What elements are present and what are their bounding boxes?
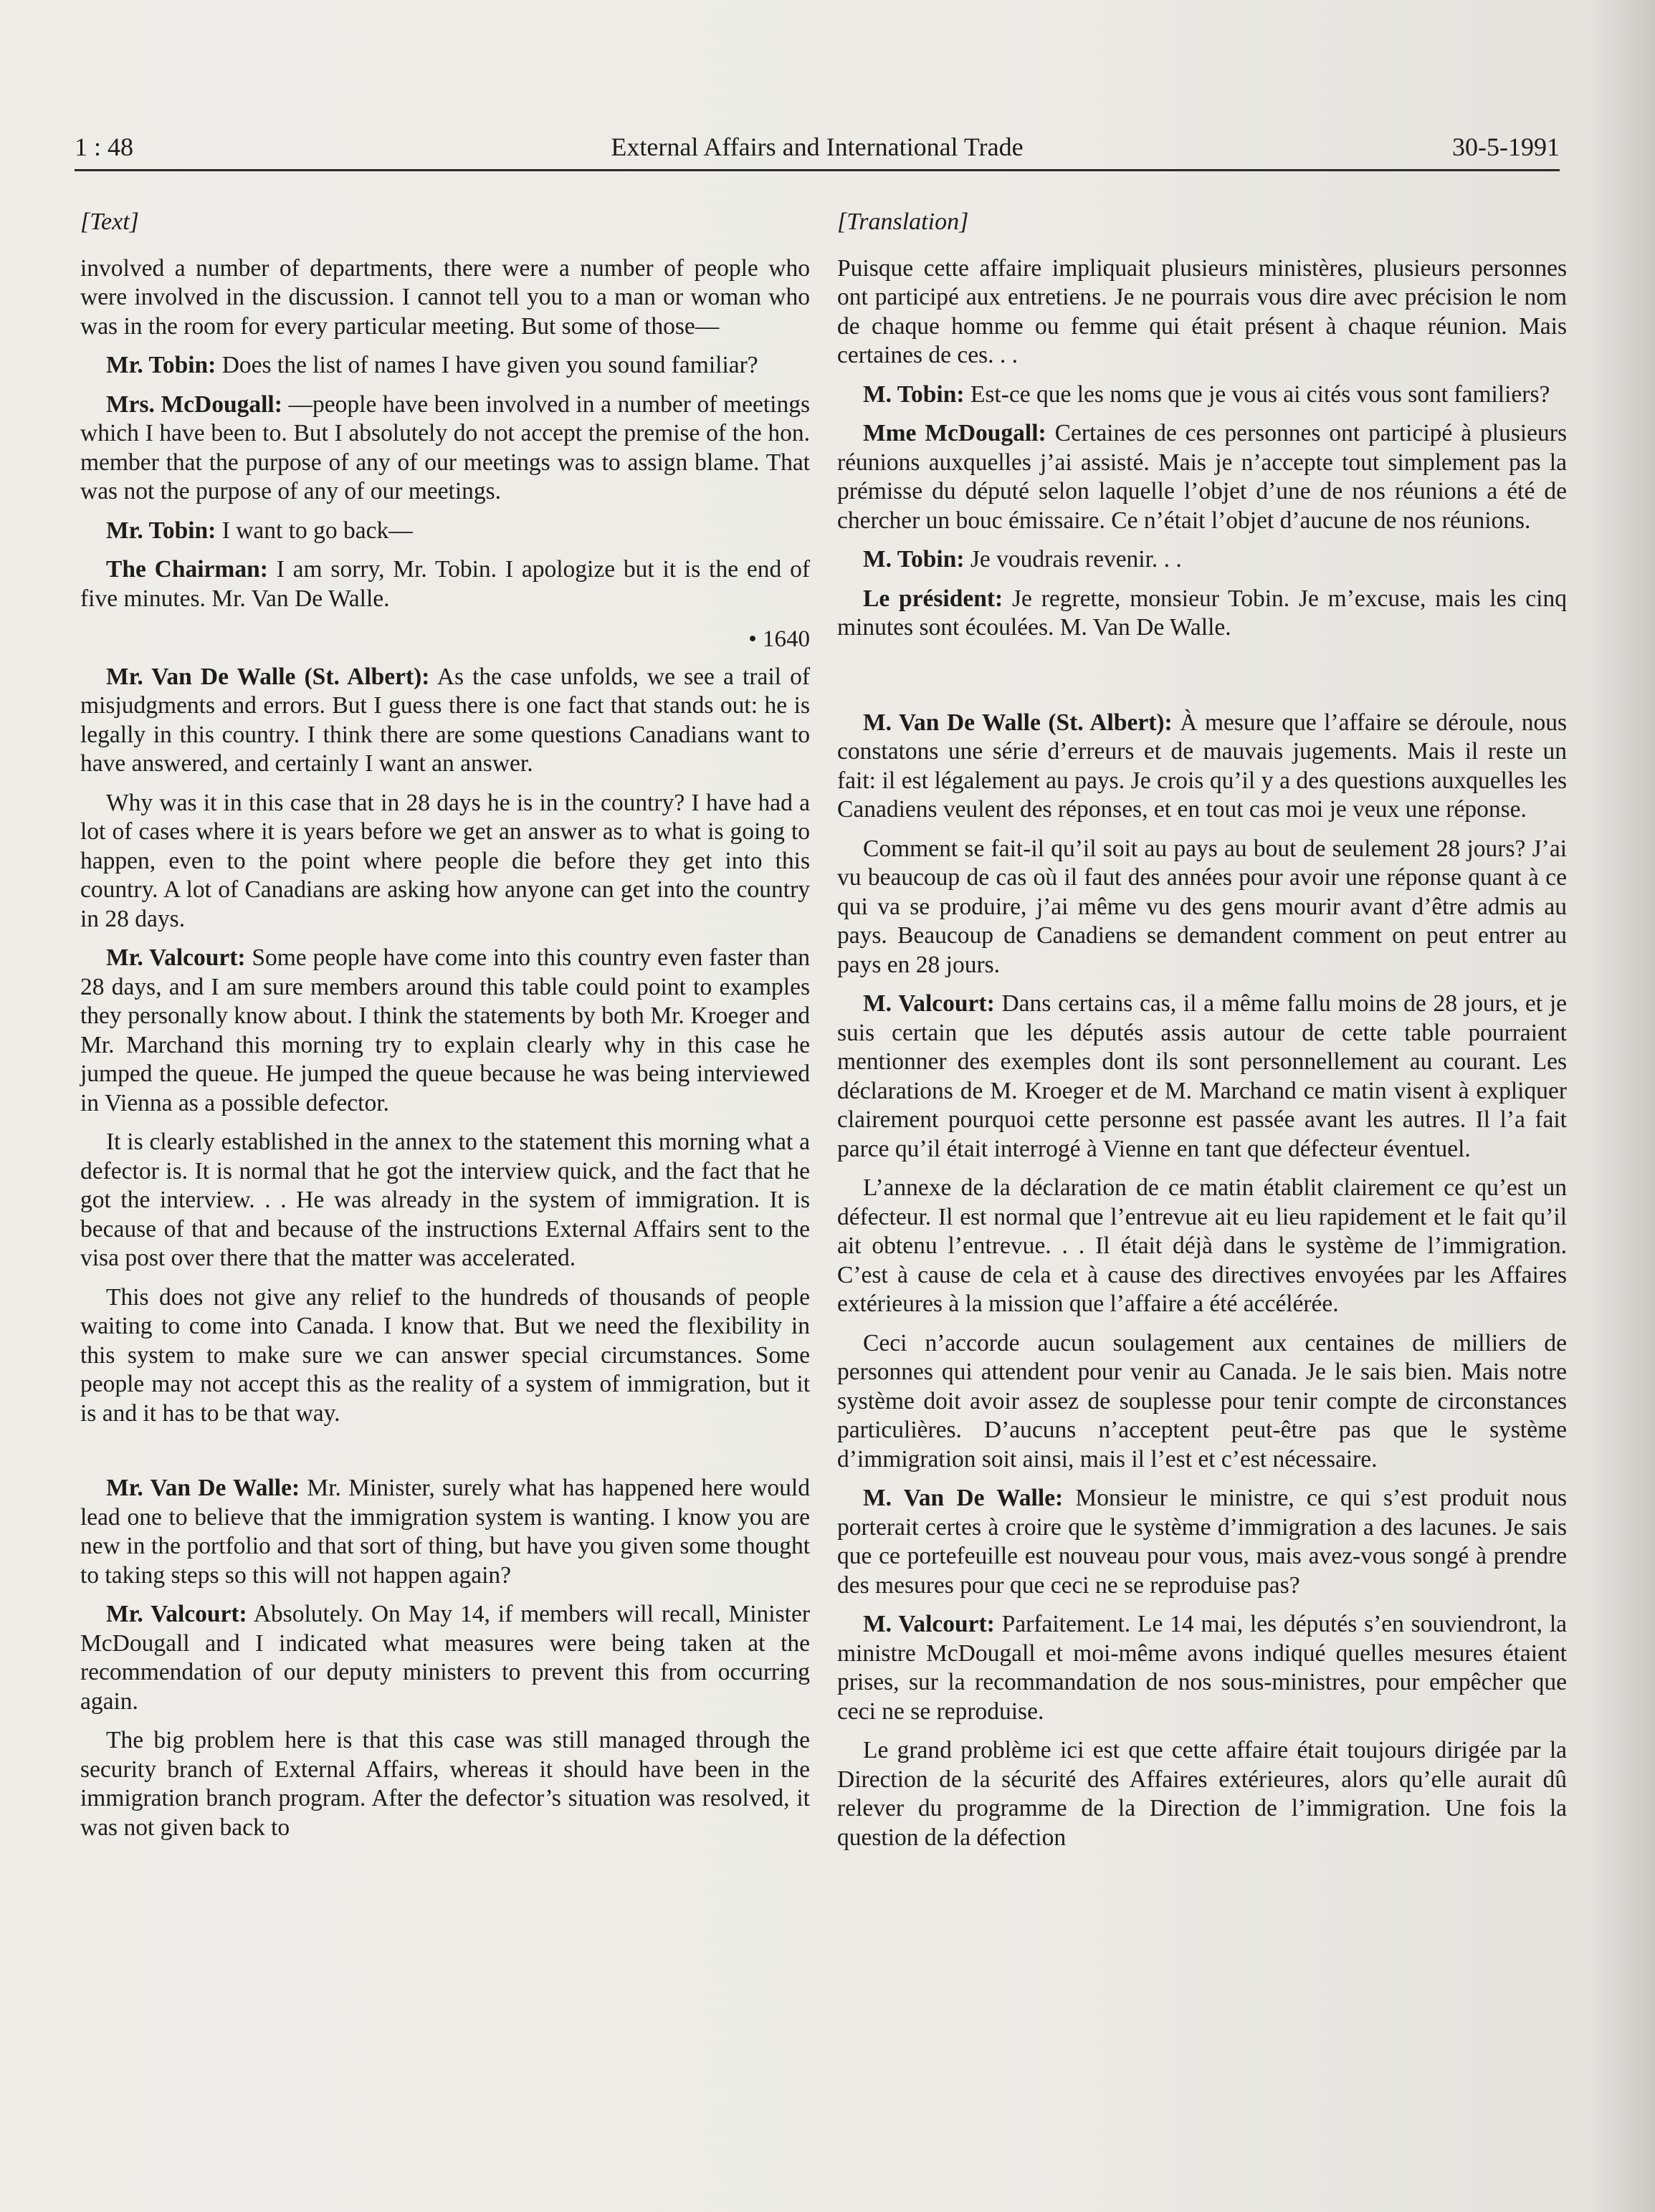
speech-text: Comment se fait-il qu’il soit au pays au bout de seulement 28 jours? J’ai vu beaucoup de cas où il faut des années pour avoir une réponse quant à ce qui va se produire, j’ai même vu des gens mourir avant d’être admis au pays. Beaucoup de Canadiens se demandent comment on peut entrer au pays en 28 jours.: [837, 835, 1567, 978]
speech-text: Est-ce que les noms que je vous ai cités vous sont familiers?: [964, 380, 1550, 408]
speech-text: Certaines de ces personnes ont participé à plusieurs réunions auxquelles j’ai assisté. Mais je n’accepte tout simplement pas la prémisse du député selon laquelle l’objet d’une de nos réunions a été de chercher un bouc émissaire. Ce n’était l’objet d’aucune de nos réunions.: [837, 420, 1567, 534]
speech-text: À mesure que l’affaire se déroule, nous constatons une série d’erreurs et de mauvais jugements. Mais il reste un fait: il est légalement au pays. Je crois qu’il y a des questions auxquelles les Canadiens veulent des réponses, et en tout cas moi je veux une réponse.: [837, 709, 1567, 823]
paragraph: [80, 789, 810, 934]
speaker: Mrs. McDougall:: [106, 391, 282, 418]
paragraph: [837, 1329, 1567, 1475]
speech-text: The big problem here is that this case was still managed through the security branch of External Affairs, whereas it should have been in the immigration branch program. After the defector’s situation was resolved, it was not given back to: [80, 1727, 810, 1841]
speaker: Le président:: [863, 585, 1003, 612]
paragraph: [837, 1484, 1567, 1600]
speech-text: involved a number of departments, there were a number of people who were involved in the discussion. I cannot tell you to a man or woman who was in the room for every particular meeting. But some of those—: [80, 254, 810, 340]
speech-text: As the case unfolds, we see a trail of misjudgments and errors. But I guess there is one fact that stands out: he is legally in this country. I think there are some questions Canadians want to have answered, and certainly I want an answer.: [80, 663, 810, 777]
meeting-date: 30-5-1991: [1452, 133, 1560, 161]
speaker: Mr. Van De Walle (St. Albert):: [106, 663, 430, 690]
committee-title: External Affairs and International Trade: [611, 133, 1024, 161]
speech-text: Ceci n’accorde aucun soulagement aux centaines de milliers de personnes qui attendent pour venir au Canada. Je le sais bien. Mais notre système doit avoir assez de souplesse pour tenir compte de circonstances particulières. D’aucuns n’acceptent peut-être pas que le système d’immigration soit ainsi, mais il l’est et c’est nécessaire.: [837, 1329, 1567, 1473]
speaker: Mme McDougall:: [863, 420, 1046, 446]
paragraph: [837, 1610, 1567, 1726]
speaker: Mr. Van De Walle:: [106, 1475, 300, 1501]
paragraph: [837, 585, 1567, 643]
paragraph: [837, 545, 1567, 575]
paragraph: [80, 254, 810, 342]
speaker: M. Van De Walle (St. Albert):: [863, 709, 1173, 736]
speech-text: Some people have come into this country even faster than 28 days, and I am sure members around this table could point to examples they personally know about. I think the statements by both Mr. Kroeger and Mr. Marchand this morning try to explain clearly why in this case he jumped the queue. He jumped the queue because he was being interviewed in Vienna as a possible defector.: [80, 944, 810, 1116]
speaker: M. Valcourt:: [863, 990, 995, 1017]
paragraph: [80, 391, 810, 507]
speaker: M. Van De Walle:: [863, 1485, 1064, 1511]
speech-text: Does the list of names I have given you sound familiar?: [216, 352, 758, 378]
paragraph: [837, 419, 1567, 535]
speaker: M. Tobin:: [863, 546, 965, 573]
speaker: The Chairman:: [106, 556, 268, 583]
paragraph-gap: [837, 653, 1567, 709]
speech-text: Parfaitement. Le 14 mai, les députés s’en souviendront, la ministre McDougall et moi-même avons indiqué quelles mesures étaient prises, sur la recommandation de nos sous-ministres, pour empêcher que ceci ne se reproduise.: [837, 1611, 1567, 1725]
page-header: [75, 126, 1560, 171]
paragraph: [80, 1726, 810, 1842]
speaker: Mr. Tobin:: [106, 352, 216, 378]
paragraph: [837, 990, 1567, 1164]
speaker: Mr. Tobin:: [106, 517, 216, 544]
speech-text: Le grand problème ici est que cette affaire était toujours dirigée par la Direction de la sécurité des Affaires extérieures, alors qu’elle aurait dû relever du programme de la Direction de l’immigration. Une fois la question de la défection: [837, 1737, 1567, 1851]
page-number: 1 : 48: [75, 133, 134, 161]
text-tag: [Text]: [80, 209, 139, 235]
paragraph: [80, 555, 810, 613]
speech-text: Why was it in this case that in 28 days he is in the country? I have had a lot of cases where it is years before we get an answer as to what is going to happen, even to the point where people die before they get into this country. A lot of Canadians are asking how anyone can get into the country in 28 days.: [80, 789, 810, 932]
speech-text: Absolutely. On May 14, if members will recall, Minister McDougall and I indicated what measures were being taken at the recommendation of our deputy ministers to prevent this from occurring again.: [80, 1601, 810, 1715]
paragraph: [837, 1736, 1567, 1852]
paragraph: [80, 944, 810, 1118]
paragraph: [837, 254, 1567, 370]
paragraph: [837, 835, 1567, 980]
paragraph: [837, 709, 1567, 825]
speech-text: —people have been involved in a number of meetings which I have been to. But I absolutely do not accept the premise of the hon. member that the purpose of any of our meetings was to assign blame. That was not the purpose of any of our meetings.: [80, 391, 811, 504]
paragraph: [80, 663, 810, 779]
paragraph: [80, 1474, 810, 1590]
speech-text: Je voudrais revenir. . .: [964, 546, 1182, 573]
paragraph: [80, 1128, 810, 1273]
speech-text: Mr. Minister, surely what has happened here would lead one to believe that the immigration system is wanting. I know you are new in the portfolio and that sort of thing, but have you given some thought to taking steps so this will not happen again?: [80, 1475, 810, 1589]
paragraph-gap: [80, 1438, 810, 1474]
speech-text: Dans certains cas, il a même fallu moins de 28 jours, et je suis certain que les députés assis autour de cette table pourraient mentionner des exemples dont ils sont personnellement au courant. Les déclarations de M. Kroeger et de M. Marchand ce matin visent à expliquer clairement pourquoi cette personne est passée avant les autres. Il l’a fait parce qu’il était interrogé à Vienne en tant que défecteur éventuel.: [837, 990, 1567, 1162]
speech-text: L’annexe de la déclaration de ce matin établit clairement ce qu’est un défecteur. Il est normal que l’entrevue ait eu lieu rapidement et le fait qu’il ait obtenu l’entrevue. . . Il était déjà dans le système de l’immigration. C’est à cause de cela et à cause des directives envoyées par les Affaires extérieures à la mission que l’affaire a été accélérée.: [837, 1174, 1567, 1317]
speaker: Mr. Valcourt:: [106, 1601, 247, 1627]
paragraph: [80, 517, 810, 546]
speech-text: I am sorry, Mr. Tobin. I apologize but it is the end of five minutes. Mr. Van De Walle.: [80, 556, 810, 612]
speech-text: Monsieur le ministre, ce qui s’est produit nous porterait certes à croire que le système d’immigration a des lacunes. Je sais que ce portefeuille est nouveau pour vous, mais avez-vous songé à prendre des mesures pour que ceci ne se reproduise pas?: [837, 1485, 1567, 1599]
speech-text: It is clearly established in the annex to the statement this morning what a defector is. It is normal that he got the interview quick, and the fact that he got the interview. . . He was already in the system of immigration. It is because of that and because of the instructions External Affairs sent to the visa post over there that the matter was accelerated.: [80, 1129, 810, 1271]
paragraph: [80, 1600, 810, 1716]
speech-text: Puisque cette affaire impliquait plusieurs ministères, plusieurs personnes ont participé aux entretiens. Je ne pourrais vous dire avec précision le nom de chaque homme ou femme qui était présent à chaque réunion. Mais certaines de ces. . .: [837, 254, 1567, 368]
time-marker: • 1640: [748, 626, 810, 652]
paragraph: [837, 1174, 1567, 1319]
paragraph: [80, 351, 810, 380]
speech-text: Je regrette, monsieur Tobin. Je m’excuse, mais les cinq minutes sont écoulées. M. Van De Walle.: [837, 585, 1567, 641]
speaker: Mr. Valcourt:: [106, 944, 246, 971]
english-column: [80, 208, 810, 1852]
speaker: M. Tobin:: [863, 380, 965, 408]
speech-text: This does not give any relief to the hundreds of thousands of people waiting to come into Canada. I know that. But we need the flexibility in this system to make sure we can answer special circumstances. Some people may not accept this as the reality of a system of immigration, but it is and it has to be that way.: [80, 1283, 810, 1427]
speaker: M. Valcourt:: [863, 1611, 995, 1637]
french-column: [837, 208, 1567, 1862]
paragraph: [80, 1283, 810, 1429]
translation-tag: [Translation]: [837, 209, 969, 235]
paragraph: [837, 380, 1567, 410]
speech-text: I want to go back—: [216, 517, 413, 544]
